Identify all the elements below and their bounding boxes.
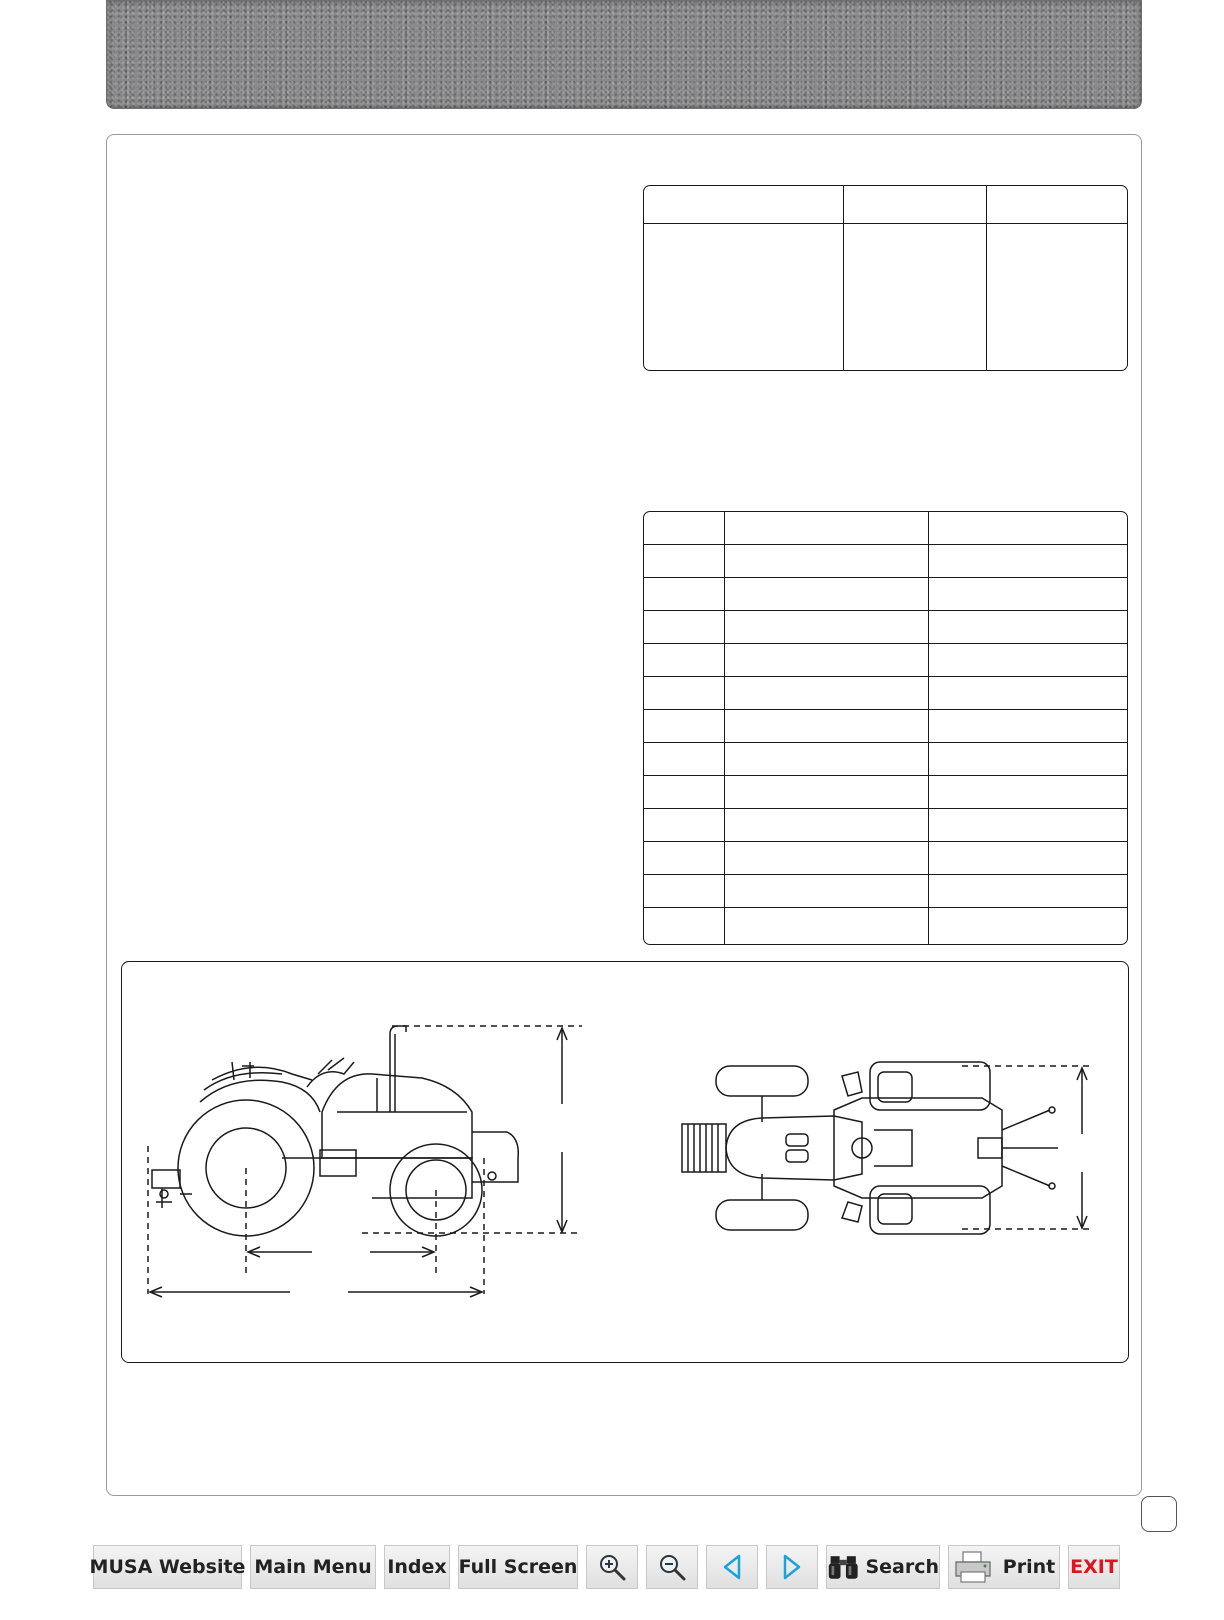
table-row [644,809,725,842]
tractor-side-view [148,1026,582,1297]
table-cell [929,743,1127,776]
table-cell [929,908,1127,944]
table-row [644,677,725,710]
print-button[interactable] [948,1545,1060,1589]
bottom-toolbar [0,1545,1224,1591]
table-row [644,743,725,776]
table-row [644,776,725,809]
spec-header-cell [844,186,987,224]
main-menu-label: Main Menu [254,1556,372,1578]
index-label: Index [387,1556,447,1578]
table-cell [725,611,929,644]
zoom-in-icon [597,1552,627,1582]
spec-cell [844,224,987,370]
table-cell [725,710,929,743]
exit-label: EXIT [1070,1556,1118,1578]
musa-website-label: MUSA Website [89,1556,246,1578]
table-cell [929,578,1127,611]
dim-header-cell [644,512,725,545]
table-cell [725,908,929,944]
table-cell [929,809,1127,842]
dim-header-cell [725,512,929,545]
table-row [644,875,725,908]
table-cell [725,578,929,611]
table-row [644,908,725,944]
table-cell [725,842,929,875]
table-cell [725,875,929,908]
table-cell [725,677,929,710]
tractor-top-view [682,1062,1092,1234]
search-button[interactable] [826,1545,940,1589]
dim-header-cell [929,512,1127,545]
main-menu-button[interactable] [250,1545,376,1589]
zoom-in-button[interactable] [586,1545,638,1589]
dimension-figure-panel [121,961,1129,1363]
table-cell [725,644,929,677]
zoom-out-button[interactable] [646,1545,698,1589]
table-cell [725,776,929,809]
dimension-table [643,511,1128,945]
print-label: Print [1002,1556,1056,1578]
table-cell [725,545,929,578]
musa-website-button[interactable] [89,1545,246,1589]
triangle-right-icon [780,1553,804,1581]
index-button[interactable] [384,1545,450,1589]
table-cell [929,842,1127,875]
table-cell [929,644,1127,677]
table-cell [725,743,929,776]
zoom-out-icon [657,1552,687,1582]
table-row [644,710,725,743]
search-label: Search [865,1556,939,1578]
spec-header-cell [987,186,1127,224]
table-cell [929,677,1127,710]
spec-header-cell [644,186,844,224]
spec-cell [644,224,844,370]
table-row [644,644,725,677]
table-cell [929,710,1127,743]
binoculars-icon [827,1551,859,1583]
header-banner [106,0,1142,109]
exit-button[interactable] [1068,1545,1120,1589]
table-cell [929,776,1127,809]
next-page-button[interactable] [766,1545,818,1589]
table-cell [929,545,1127,578]
spec-cell [987,224,1127,370]
table-row [644,611,725,644]
previous-page-button[interactable] [706,1545,758,1589]
table-cell [929,875,1127,908]
full-screen-button[interactable] [458,1545,578,1589]
table-row [644,842,725,875]
page-number-tab [1141,1496,1177,1532]
table-row [644,545,725,578]
printer-icon [953,1550,993,1584]
table-cell [929,611,1127,644]
table-cell [725,809,929,842]
triangle-left-icon [720,1553,744,1581]
table-row [644,578,725,611]
spec-table [643,185,1128,371]
full-screen-label: Full Screen [458,1556,578,1578]
tractor-dimension-drawings [122,962,1128,1362]
